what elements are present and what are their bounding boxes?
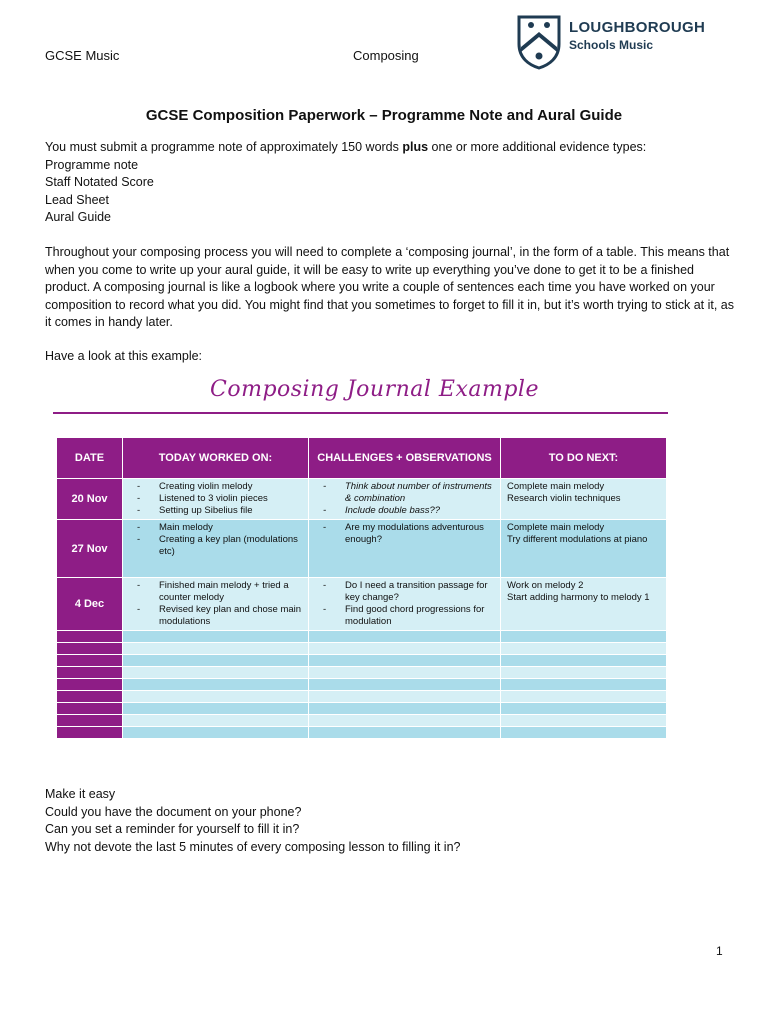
empty-row <box>57 715 667 727</box>
column-header-todo: TO DO NEXT: <box>501 438 667 479</box>
empty-cell <box>501 691 667 703</box>
challenges-cell <box>309 578 501 631</box>
tips-block <box>45 786 735 856</box>
empty-cell <box>123 679 309 691</box>
empty-cell <box>123 727 309 739</box>
list-item: - Do I need a transition passage for key change? <box>315 580 494 604</box>
composing-journal-table <box>56 437 667 739</box>
list-item: - Revised key plan and chose main modulations <box>129 604 302 628</box>
page-title: GCSE Composition Paperwork – Programme Note and Aural Guide <box>145 107 623 124</box>
date-cell <box>57 727 123 739</box>
logo-wordmark: LOUGHBOROUGH <box>569 19 706 36</box>
column-header-challenges: CHALLENGES + OBSERVATIONS <box>309 438 501 479</box>
challenges-cell <box>309 479 501 520</box>
date-cell <box>57 679 123 691</box>
empty-cell <box>123 667 309 679</box>
empty-cell <box>123 643 309 655</box>
heading-underline <box>53 412 668 414</box>
date-cell: 27 Nov <box>57 520 123 578</box>
column-header-date: DATE <box>57 438 123 479</box>
empty-cell <box>123 631 309 643</box>
evidence-type: Programme note <box>45 157 139 172</box>
example-intro: Have a look at this example: <box>45 349 203 363</box>
evidence-type: Lead Sheet <box>45 192 109 207</box>
empty-row <box>57 691 667 703</box>
empty-row <box>57 631 667 643</box>
header-topic: Composing <box>353 48 419 63</box>
empty-cell <box>501 667 667 679</box>
empty-cell <box>123 691 309 703</box>
tip-line: Can you set a reminder for yourself to fill it in? <box>45 822 300 836</box>
todo-item: Start adding harmony to melody 1 <box>507 592 650 603</box>
page-number: 1 <box>716 944 723 958</box>
todo-item: Work on melody 2 <box>507 580 584 591</box>
date-cell <box>57 691 123 703</box>
tip-line: Could you have the document on your phone? <box>45 804 302 819</box>
empty-cell <box>501 655 667 667</box>
todo-cell <box>501 479 667 520</box>
tip-line: Make it easy <box>45 787 116 801</box>
list-item: - Find good chord progressions for modulation <box>315 604 494 628</box>
table-row <box>57 578 667 631</box>
date-cell <box>57 655 123 667</box>
list-item: - Are my modulations adventurous enough? <box>315 522 494 546</box>
empty-cell <box>501 643 667 655</box>
list-item: - Main melody <box>129 522 302 534</box>
date-cell <box>57 715 123 727</box>
empty-cell <box>123 703 309 715</box>
intro-text: You must submit a programme note of approximately 150 words <box>45 140 403 154</box>
column-header-worked-on: TODAY WORKED ON: <box>123 438 309 479</box>
empty-cell <box>309 715 501 727</box>
date-cell: 4 Dec <box>57 578 123 631</box>
date-cell: 20 Nov <box>57 479 123 520</box>
date-cell <box>57 703 123 715</box>
list-item: - Include double bass?? <box>315 505 494 517</box>
empty-row <box>57 643 667 655</box>
empty-row <box>57 655 667 667</box>
empty-cell <box>309 691 501 703</box>
list-item: - Think about number of instruments & combination <box>315 481 494 505</box>
date-cell <box>57 631 123 643</box>
empty-row <box>57 679 667 691</box>
empty-cell <box>501 679 667 691</box>
list-item: - Listened to 3 violin pieces <box>129 493 302 505</box>
todo-cell <box>501 520 667 578</box>
intro-sentence <box>45 139 735 157</box>
school-crest-logo <box>516 14 562 70</box>
date-cell <box>57 667 123 679</box>
empty-cell <box>309 655 501 667</box>
evidence-type: Aural Guide <box>45 210 112 224</box>
list-item: - Creating violin melody <box>129 481 302 493</box>
empty-cell <box>309 703 501 715</box>
evidence-type: Staff Notated Score <box>45 175 154 189</box>
intro-block <box>45 139 735 227</box>
table-row <box>57 520 667 578</box>
empty-cell <box>123 715 309 727</box>
empty-cell <box>309 643 501 655</box>
worked-on-cell <box>123 520 309 578</box>
date-cell <box>57 643 123 655</box>
list-item: - Finished main melody + tried a counter melody <box>129 580 302 604</box>
empty-cell <box>501 631 667 643</box>
empty-cell <box>501 703 667 715</box>
journal-example-heading: Composing Journal Example <box>210 377 539 402</box>
challenges-cell <box>309 520 501 578</box>
list-item: - Creating a key plan (modulations etc) <box>129 534 302 558</box>
todo-item: Try different modulations at piano <box>507 534 648 545</box>
worked-on-cell <box>123 479 309 520</box>
tip-line: Why not devote the last 5 minutes of every composing lesson to filling it in? <box>45 839 461 854</box>
empty-row <box>57 667 667 679</box>
todo-item: Complete main melody <box>507 481 605 492</box>
empty-row <box>57 703 667 715</box>
logo-subtitle: Schools Music <box>569 38 654 52</box>
todo-item: Complete main melody <box>507 522 605 533</box>
empty-cell <box>123 655 309 667</box>
empty-cell <box>309 679 501 691</box>
list-item: - Setting up Sibelius file <box>129 505 302 517</box>
empty-cell <box>309 727 501 739</box>
empty-cell <box>501 727 667 739</box>
intro-bold: plus <box>402 140 429 154</box>
empty-row <box>57 727 667 739</box>
table-header-row <box>57 438 667 479</box>
empty-cell <box>501 715 667 727</box>
empty-cell <box>309 667 501 679</box>
table-row <box>57 479 667 520</box>
intro-text-end: one or more additional evidence types: <box>428 140 647 154</box>
todo-cell <box>501 578 667 631</box>
empty-cell <box>309 631 501 643</box>
journal-paragraph: Throughout your composing process you will need to complete a ‘composing journal’, in the form of a table. This means that when you come to write up your aural guide, it will be easy to write up everything you’ve done to get it to be a finished product. A composing journal is like a logbook where you write a couple of sentences each time you have worked on your composition to record what you did. You might find that you sometimes to forget to fill it in, but it’s worth trying to stick at it, as it comes in handy later. <box>45 245 734 329</box>
worked-on-cell <box>123 578 309 631</box>
todo-item: Research violin techniques <box>507 493 621 504</box>
header-subject: GCSE Music <box>45 48 120 63</box>
